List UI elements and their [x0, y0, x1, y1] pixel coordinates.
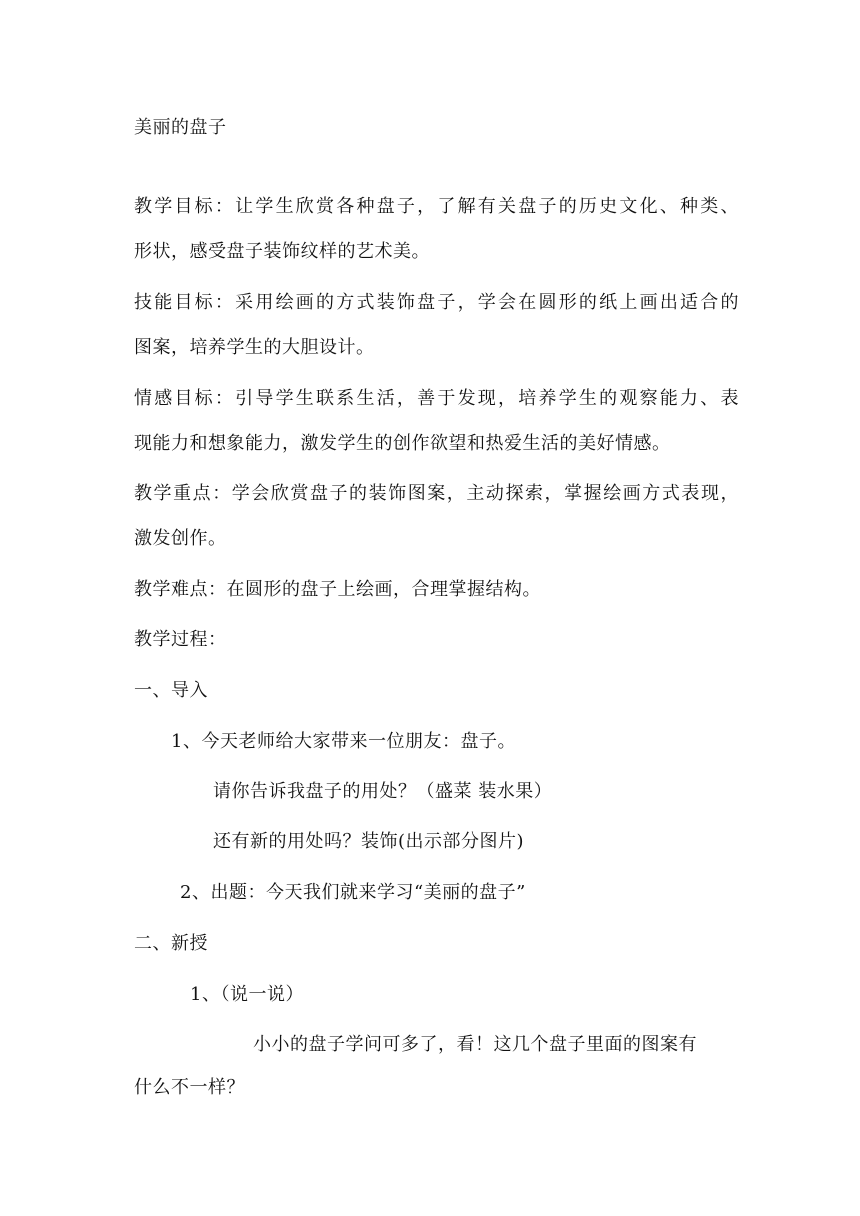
paragraph-line: 图案，培养学生的大胆设计。: [134, 337, 375, 358]
list-item: 1、（说一说）: [190, 984, 304, 1005]
paragraph-line: 教学难点：在圆形的盘子上绘画，合理掌握结构。: [134, 579, 541, 600]
paragraph-line: 小小的盘子学问可多了，看！这几个盘子里面的图案有: [253, 1034, 697, 1055]
section-heading: 一、导入: [134, 680, 208, 701]
section-heading: 二、新授: [134, 933, 208, 954]
paragraph-line: 形状，感受盘子装饰纹样的艺术美。: [134, 241, 430, 262]
paragraph-line: 请你告诉我盘子的用处？（盛菜 装水果）: [213, 781, 553, 802]
paragraph-line: 还有新的用处吗？装饰(出示部分图片): [213, 831, 525, 852]
list-item: 1、今天老师给大家带来一位朋友：盘子。: [171, 731, 516, 752]
paragraph-line: 什么不一样？: [134, 1077, 245, 1098]
paragraph-line: 情感目标：引导学生联系生活，善于发现，培养学生的观察能力、表: [134, 388, 739, 409]
paragraph-line: 技能目标：采用绘画的方式装饰盘子，学会在圆形的纸上画出适合的: [134, 292, 739, 313]
document-title: 美丽的盘子: [134, 117, 227, 138]
paragraph-line: 激发创作。: [134, 528, 227, 549]
list-item: 2、出题：今天我们就来学习“美丽的盘子”: [180, 882, 526, 903]
paragraph-line: 现能力和想象能力，激发学生的创作欲望和热爱生活的美好情感。: [134, 433, 671, 454]
paragraph-line: 教学重点：学会欣赏盘子的装饰图案，主动探索，掌握绘画方式表现，: [134, 483, 739, 504]
paragraph-line: 教学目标：让学生欣赏各种盘子，了解有关盘子的历史文化、种类、: [134, 196, 739, 217]
section-heading: 教学过程：: [134, 629, 227, 650]
